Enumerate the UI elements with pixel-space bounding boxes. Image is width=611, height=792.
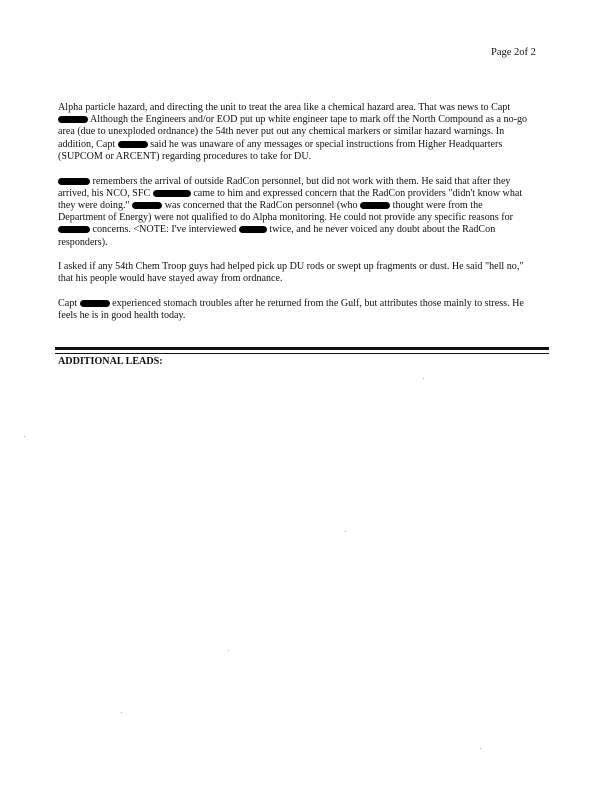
scan-speck bbox=[24, 436, 25, 437]
redaction-mark bbox=[239, 226, 267, 233]
scan-speck bbox=[423, 378, 424, 379]
paragraph-alpha-hazard bbox=[58, 102, 530, 163]
section-divider-thin bbox=[55, 353, 549, 354]
additional-leads-heading: ADDITIONAL LEADS: bbox=[58, 356, 163, 367]
redaction-mark bbox=[132, 202, 162, 209]
text-run: Alpha particle hazard, and directing the unit to treat the area like a chemical hazard area. That was news to Capt bbox=[58, 102, 511, 113]
redaction-mark bbox=[58, 178, 90, 185]
text-run: Capt bbox=[58, 298, 78, 310]
text-run: was concerned that the RadCon personnel (who bbox=[164, 199, 358, 211]
text-run: said he was unaware of any messages or special instructions from Higher Headquarters (SUPCOM or ARCENT) regarding procedures to take for DU. bbox=[58, 138, 503, 162]
text-run: came to him and expressed concern that the RadCon providers "didn't know what they were doing." bbox=[58, 187, 523, 211]
redaction-mark bbox=[58, 226, 90, 233]
paragraph-radcon-personnel bbox=[58, 176, 530, 249]
redaction-mark bbox=[80, 300, 110, 307]
paragraph-du-cleanup bbox=[58, 261, 530, 285]
redaction-mark bbox=[118, 141, 148, 148]
text-run: I asked if any 54th Chem Troop guys had helped pick up DU rods or swept up fragments or dust. He said "hell no," that his people would have stayed away from ordnance. bbox=[58, 261, 524, 285]
redaction-mark bbox=[58, 116, 88, 123]
section-divider-thick bbox=[55, 347, 549, 350]
text-run: thought were from the Department of Energy) were not qualified to do Alpha monitoring. He could not provide any specific reasons for bbox=[58, 199, 514, 224]
scan-speck bbox=[480, 748, 481, 749]
text-run: Although the Engineers and/or EOD put up white engineer tape to mark off the North Compound as a no-go area (due to unexploded ordnance) the 54th never put out any chemical markers or similar hazard warnings. In addition, Capt bbox=[58, 114, 528, 150]
redaction-mark bbox=[153, 190, 191, 197]
paragraph-health bbox=[58, 298, 530, 322]
document-body bbox=[58, 102, 530, 335]
scan-speck bbox=[228, 650, 229, 651]
text-run: remembers the arrival of outside RadCon personnel, but did not work with them. He said that after they arrived, his NCO, SFC bbox=[58, 175, 511, 199]
redaction-mark bbox=[360, 202, 390, 209]
text-run: experienced stomach troubles after he returned from the Gulf, but attributes those mainly to stress. He feels he is in good health today. bbox=[58, 298, 524, 322]
page-number: Page 2of 2 bbox=[491, 47, 536, 58]
text-run: twice, and he never voiced any doubt about the RadCon responders). bbox=[58, 224, 496, 248]
scan-speck bbox=[345, 531, 346, 532]
text-run: concerns. <NOTE: I've interviewed bbox=[92, 224, 237, 236]
scan-speck bbox=[121, 712, 122, 713]
